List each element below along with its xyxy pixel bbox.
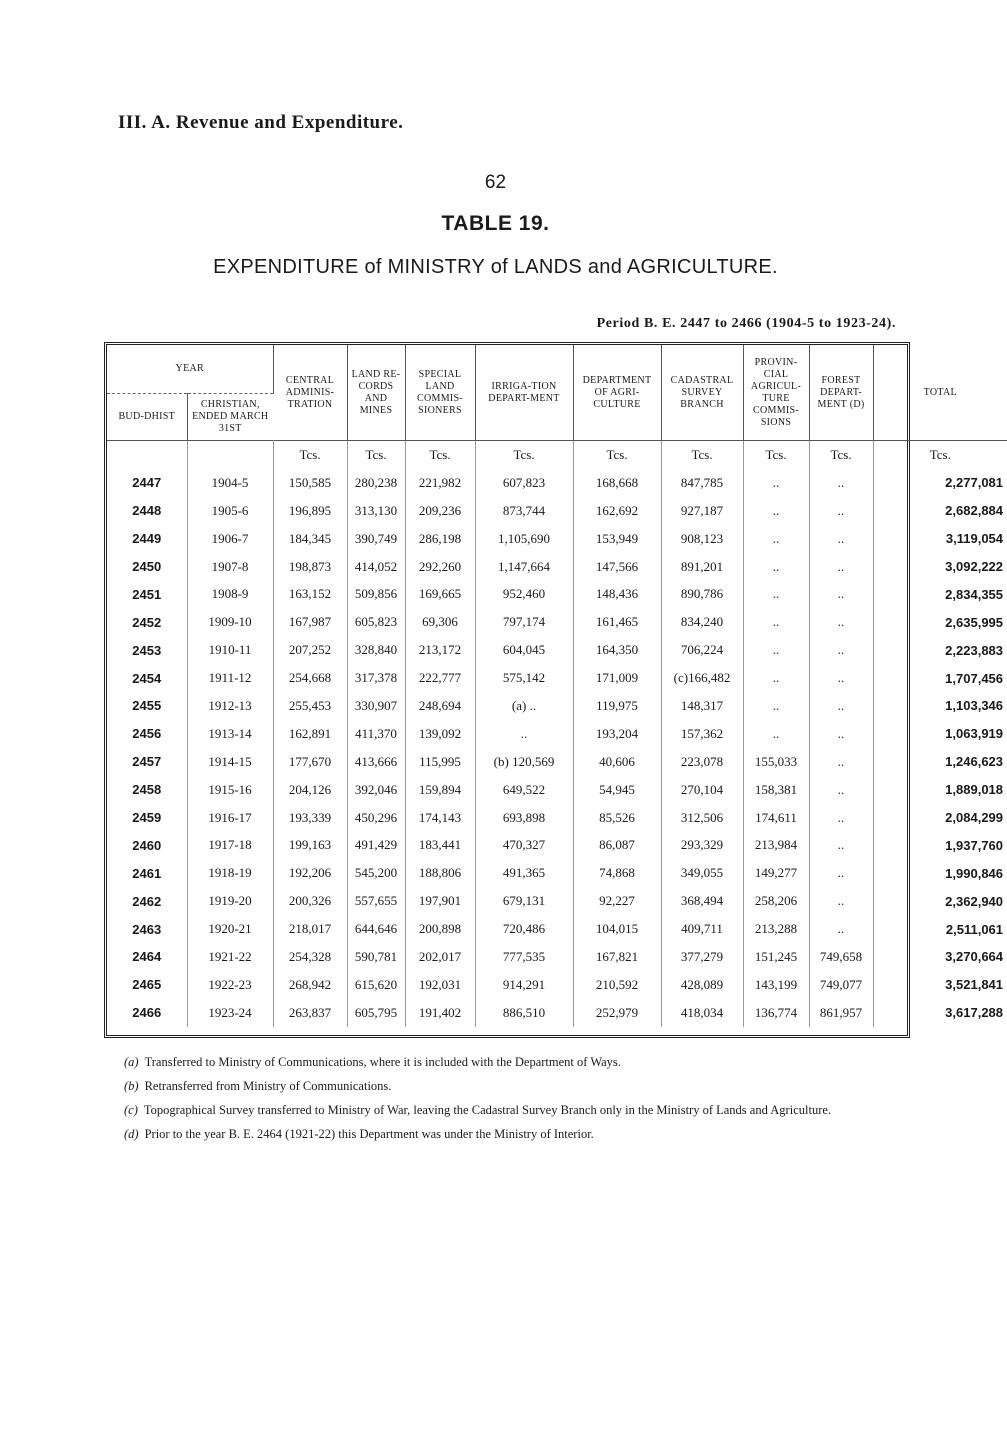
unit-cell [107,441,187,469]
unit-cell: Tcs. [347,441,405,469]
special-land-cell: 191,402 [405,999,475,1027]
buddhist-year-cell: 2452 [107,608,187,636]
footnotes [124,1052,904,1148]
cadastral-cell: 891,201 [661,553,743,581]
cadastral-cell: 368,494 [661,887,743,915]
christian-year-cell: 1917-18 [187,831,273,859]
land-records-cell: 605,823 [347,608,405,636]
year-group-header: YEAR [107,345,273,394]
agriculture-cell: 162,692 [573,497,661,525]
table-row [107,915,1007,943]
forest-cell: .. [809,525,873,553]
irrigation-cell: (a) .. [475,692,573,720]
irrigation-cell: 777,535 [475,943,573,971]
table-row [107,636,1007,664]
irrigation-cell: 797,174 [475,608,573,636]
forest-cell: .. [809,636,873,664]
christian-year-cell: 1919-20 [187,887,273,915]
cadastral-cell: 293,329 [661,831,743,859]
total-header: TOTAL [923,386,957,398]
agriculture-cell: 164,350 [573,636,661,664]
cadastral-cell: 312,506 [661,804,743,832]
special-land-cell: 159,894 [405,776,475,804]
buddhist-year-cell: 2447 [107,469,187,497]
central-cell: 150,585 [273,469,347,497]
expenditure-table-frame [104,342,1004,1038]
provincial-cell: 155,033 [743,748,809,776]
central-cell: 218,017 [273,915,347,943]
christian-year-cell: 1911-12 [187,664,273,692]
special-land-cell: 192,031 [405,971,475,999]
special-land-cell: 292,260 [405,553,475,581]
buddhist-year-cell: 2464 [107,943,187,971]
land-records-cell: 392,046 [347,776,405,804]
central-cell: 198,873 [273,553,347,581]
special-land-cell: 115,995 [405,748,475,776]
table-body [107,441,1007,1027]
cadastral-cell: 148,317 [661,692,743,720]
provincial-cell: 136,774 [743,999,809,1027]
provincial-cell: .. [743,608,809,636]
special-land-cell: 188,806 [405,859,475,887]
buddhist-year-cell: 2466 [107,999,187,1027]
forest-cell: .. [809,859,873,887]
land-records-cell: 615,620 [347,971,405,999]
provincial-cell: 151,245 [743,943,809,971]
central-cell: 162,891 [273,720,347,748]
footnote: (b) Retransferred from Ministry of Communications. [124,1079,392,1093]
christian-year-cell: 1908-9 [187,580,273,608]
table-row [107,971,1007,999]
table-row [107,748,1007,776]
buddhist-year-cell: 2465 [107,971,187,999]
total-cell: 2,635,995 [945,614,1004,630]
total-cell: 1,707,456 [945,670,1004,686]
central-cell: 163,152 [273,580,347,608]
forest-cell: .. [809,580,873,608]
provincial-cell: .. [743,497,809,525]
irrigation-cell: 952,460 [475,580,573,608]
agriculture-cell: 85,526 [573,804,661,832]
total-cell: 2,511,061 [945,921,1004,937]
central-cell: 268,942 [273,971,347,999]
table-row [107,664,1007,692]
buddhist-year-cell: 2457 [107,748,187,776]
christian-year-cell: 1904-5 [187,469,273,497]
central-cell: 207,252 [273,636,347,664]
irrigation-header: IRRIGA-TION DEPART-MENT [475,345,573,441]
forest-cell: .. [809,748,873,776]
agriculture-cell: 167,821 [573,943,661,971]
irrigation-cell: 607,823 [475,469,573,497]
land-records-cell: 330,907 [347,692,405,720]
irrigation-cell: 886,510 [475,999,573,1027]
forest-cell: .. [809,915,873,943]
agriculture-cell: 153,949 [573,525,661,553]
unit-cell: Tcs. [273,441,347,469]
cadastral-cell: 927,187 [661,497,743,525]
unit-cell: Tcs. [873,441,1007,469]
central-cell: 199,163 [273,831,347,859]
agriculture-cell: 104,015 [573,915,661,943]
table-row [107,608,1007,636]
special-land-cell: 221,982 [405,469,475,497]
unit-cell [187,441,273,469]
table-row [107,943,1007,971]
christian-year-cell: 1915-16 [187,776,273,804]
provincial-cell: .. [743,720,809,748]
total-cell: 1,063,919 [945,726,1004,742]
provincial-cell: 143,199 [743,971,809,999]
table-row [107,497,1007,525]
buddhist-year-cell: 2451 [107,580,187,608]
agriculture-cell: 210,592 [573,971,661,999]
land-records-cell: 411,370 [347,720,405,748]
provincial-cell: 213,984 [743,831,809,859]
total-cell: 2,834,355 [945,586,1004,602]
special-land-cell: 69,306 [405,608,475,636]
units-row [107,441,1007,469]
total-cell: 2,362,940 [945,893,1004,909]
land-records-cell: 328,840 [347,636,405,664]
land-records-cell: 390,749 [347,525,405,553]
cadastral-cell: 418,034 [661,999,743,1027]
cadastral-cell: 834,240 [661,608,743,636]
irrigation-cell: 693,898 [475,804,573,832]
cadastral-cell: 847,785 [661,469,743,497]
provincial-cell: .. [743,553,809,581]
unit-cell: Tcs. [573,441,661,469]
land-records-cell: 605,795 [347,999,405,1027]
cadastral-header: CADASTRAL SURVEY BRANCH [661,345,743,441]
table-row [107,692,1007,720]
special-land-cell: 222,777 [405,664,475,692]
agriculture-cell: 86,087 [573,831,661,859]
special-land-header: SPECIAL LAND COMMIS-SIONERS [405,345,475,441]
land-records-cell: 644,646 [347,915,405,943]
irrigation-cell: 1,147,664 [475,553,573,581]
christian-year-cell: 1914-15 [187,748,273,776]
cadastral-cell: 908,123 [661,525,743,553]
table-title: EXPENDITURE of MINISTRY of LANDS and AGRICULTURE. [213,256,778,278]
irrigation-cell: 873,744 [475,497,573,525]
buddhist-year-cell: 2453 [107,636,187,664]
footnote: (d) Prior to the year B. E. 2464 (1921-22) this Department was under the Ministry of Interior. [124,1127,594,1141]
table-row [107,580,1007,608]
footnote: (c) Topographical Survey transferred to Ministry of War, leaving the Cadastral Survey Branch only in the Ministry of Lands and Agriculture. [124,1103,832,1117]
christian-year-header: CHRISTIAN, ENDED MARCH 31ST [187,394,273,441]
forest-cell: .. [809,553,873,581]
agriculture-cell: 119,975 [573,692,661,720]
forest-cell: .. [809,804,873,832]
irrigation-cell: 1,105,690 [475,525,573,553]
forest-cell: 749,077 [809,971,873,999]
buddhist-year-cell: 2458 [107,776,187,804]
forest-cell: 861,957 [809,999,873,1027]
agriculture-cell: 168,668 [573,469,661,497]
forest-cell: .. [809,776,873,804]
irrigation-cell: 470,327 [475,831,573,859]
expenditure-table [107,345,1007,1027]
buddhist-year-cell: 2449 [107,525,187,553]
central-cell: 177,670 [273,748,347,776]
table-row [107,804,1007,832]
special-land-cell: 209,236 [405,497,475,525]
land-records-cell: 317,378 [347,664,405,692]
total-cell: 1,889,018 [945,782,1004,798]
forest-cell: .. [809,692,873,720]
land-records-cell: 450,296 [347,804,405,832]
central-cell: 263,837 [273,999,347,1027]
christian-year-cell: 1907-8 [187,553,273,581]
unit-cell: Tcs. [405,441,475,469]
land-records-cell: 590,781 [347,943,405,971]
unit-cell: Tcs. [809,441,873,469]
provincial-cell: .. [743,692,809,720]
central-cell: 167,987 [273,608,347,636]
section-title: III. A. Revenue and Expenditure. [118,112,404,133]
special-land-cell: 248,694 [405,692,475,720]
total-cell: 3,270,664 [945,949,1004,965]
cadastral-cell: 890,786 [661,580,743,608]
land-records-cell: 509,856 [347,580,405,608]
provincial-cell: 258,206 [743,887,809,915]
total-cell: 2,223,883 [945,642,1004,658]
buddhist-year-cell: 2459 [107,804,187,832]
cadastral-cell: 428,089 [661,971,743,999]
table-row [107,831,1007,859]
period-label: Period B. E. 2447 to 2466 (1904-5 to 1923-24). [596,316,896,331]
agriculture-cell: 252,979 [573,999,661,1027]
irrigation-cell: 491,365 [475,859,573,887]
forest-cell: .. [809,608,873,636]
christian-year-cell: 1918-19 [187,859,273,887]
provincial-header: PROVIN-CIAL AGRICUL-TURE COMMIS-SIONS [743,345,809,441]
page-number: 62 [484,172,507,193]
unit-cell: Tcs. [475,441,573,469]
table-row [107,720,1007,748]
forest-cell: .. [809,497,873,525]
special-land-cell: 200,898 [405,915,475,943]
cadastral-cell: (c)166,482 [661,664,743,692]
land-records-cell: 491,429 [347,831,405,859]
cadastral-cell: 706,224 [661,636,743,664]
irrigation-cell: 649,522 [475,776,573,804]
agriculture-cell: 171,009 [573,664,661,692]
forest-cell: .. [809,887,873,915]
irrigation-cell: 604,045 [475,636,573,664]
agriculture-cell: 148,436 [573,580,661,608]
agriculture-cell: 193,204 [573,720,661,748]
provincial-cell: 158,381 [743,776,809,804]
table-row [107,859,1007,887]
total-cell: 2,682,884 [945,503,1004,519]
buddhist-year-cell: 2461 [107,859,187,887]
provincial-cell: .. [743,636,809,664]
buddhist-year-cell: 2460 [107,831,187,859]
irrigation-cell: 914,291 [475,971,573,999]
christian-year-cell: 1906-7 [187,525,273,553]
central-cell: 254,668 [273,664,347,692]
cadastral-cell: 377,279 [661,943,743,971]
cadastral-cell: 349,055 [661,859,743,887]
special-land-cell: 139,092 [405,720,475,748]
forest-header: FOREST DEPART-MENT (D) [809,345,873,441]
central-cell: 184,345 [273,525,347,553]
total-cell: 3,521,841 [945,977,1004,993]
buddhist-year-cell: 2448 [107,497,187,525]
forest-cell: 749,658 [809,943,873,971]
table-row [107,999,1007,1027]
agriculture-cell: 54,945 [573,776,661,804]
central-cell: 254,328 [273,943,347,971]
buddhist-year-cell: 2456 [107,720,187,748]
cadastral-cell: 157,362 [661,720,743,748]
forest-cell: .. [809,664,873,692]
central-cell: 200,326 [273,887,347,915]
special-land-cell: 213,172 [405,636,475,664]
provincial-cell: .. [743,525,809,553]
cadastral-cell: 223,078 [661,748,743,776]
table-row [107,469,1007,497]
christian-year-cell: 1920-21 [187,915,273,943]
christian-year-cell: 1922-23 [187,971,273,999]
provincial-cell: 213,288 [743,915,809,943]
christian-year-cell: 1910-11 [187,636,273,664]
special-land-cell: 183,441 [405,831,475,859]
special-land-cell: 169,665 [405,580,475,608]
special-land-cell: 202,017 [405,943,475,971]
forest-cell: .. [809,469,873,497]
table-number: TABLE 19. [441,212,550,235]
irrigation-cell: (b) 120,569 [475,748,573,776]
irrigation-cell: .. [475,720,573,748]
land-records-cell: 280,238 [347,469,405,497]
total-cell: 2,277,081 [945,475,1004,491]
land-records-cell: 414,052 [347,553,405,581]
total-cell: 3,119,054 [945,531,1004,547]
special-land-cell: 286,198 [405,525,475,553]
christian-year-cell: 1923-24 [187,999,273,1027]
provincial-cell: .. [743,469,809,497]
christian-year-cell: 1909-10 [187,608,273,636]
central-cell: 192,206 [273,859,347,887]
total-cell: 2,084,299 [945,810,1004,826]
buddhist-year-cell: 2455 [107,692,187,720]
agriculture-cell: 74,868 [573,859,661,887]
table-row [107,887,1007,915]
christian-year-cell: 1913-14 [187,720,273,748]
christian-year-cell: 1912-13 [187,692,273,720]
provincial-cell: .. [743,580,809,608]
special-land-cell: 197,901 [405,887,475,915]
agriculture-cell: 40,606 [573,748,661,776]
table-row [107,553,1007,581]
forest-cell: .. [809,720,873,748]
provincial-cell: 174,611 [743,804,809,832]
total-cell: 1,103,346 [945,698,1004,714]
land-records-cell: 545,200 [347,859,405,887]
total-cell: 1,990,846 [945,865,1004,881]
christian-year-cell: 1905-6 [187,497,273,525]
agriculture-cell: 161,465 [573,608,661,636]
central-cell: 204,126 [273,776,347,804]
special-land-cell: 174,143 [405,804,475,832]
land-records-header: LAND RE-CORDS AND MINES [347,345,405,441]
irrigation-cell: 575,142 [475,664,573,692]
central-cell: 193,339 [273,804,347,832]
land-records-cell: 413,666 [347,748,405,776]
irrigation-cell: 720,486 [475,915,573,943]
provincial-cell: 149,277 [743,859,809,887]
total-cell: 1,937,760 [945,837,1004,853]
agriculture-header: DEPARTMENT OF AGRI-CULTURE [573,345,661,441]
central-cell: 255,453 [273,692,347,720]
land-records-cell: 313,130 [347,497,405,525]
central-header: CENTRAL ADMINIS-TRATION [273,345,347,441]
buddhist-year-cell: 2462 [107,887,187,915]
christian-year-cell: 1916-17 [187,804,273,832]
irrigation-cell: 679,131 [475,887,573,915]
provincial-cell: .. [743,664,809,692]
total-cell: 3,617,288 [945,1005,1004,1021]
table-row [107,776,1007,804]
total-cell: 3,092,222 [945,559,1004,574]
buddhist-year-cell: 2454 [107,664,187,692]
total-cell: 1,246,623 [945,754,1004,770]
unit-cell: Tcs. [743,441,809,469]
table-row [107,525,1007,553]
footnote: (a) Transferred to Ministry of Communications, where it is included with the Department of Ways. [124,1055,621,1069]
buddhist-year-cell: 2463 [107,915,187,943]
cadastral-cell: 409,711 [661,915,743,943]
agriculture-cell: 147,566 [573,553,661,581]
cadastral-cell: 270,104 [661,776,743,804]
central-cell: 196,895 [273,497,347,525]
buddhist-year-cell: 2450 [107,553,187,581]
agriculture-cell: 92,227 [573,887,661,915]
christian-year-cell: 1921-22 [187,943,273,971]
forest-cell: .. [809,831,873,859]
land-records-cell: 557,655 [347,887,405,915]
unit-cell: Tcs. [661,441,743,469]
buddhist-year-header: BUD-DHIST [107,394,187,441]
